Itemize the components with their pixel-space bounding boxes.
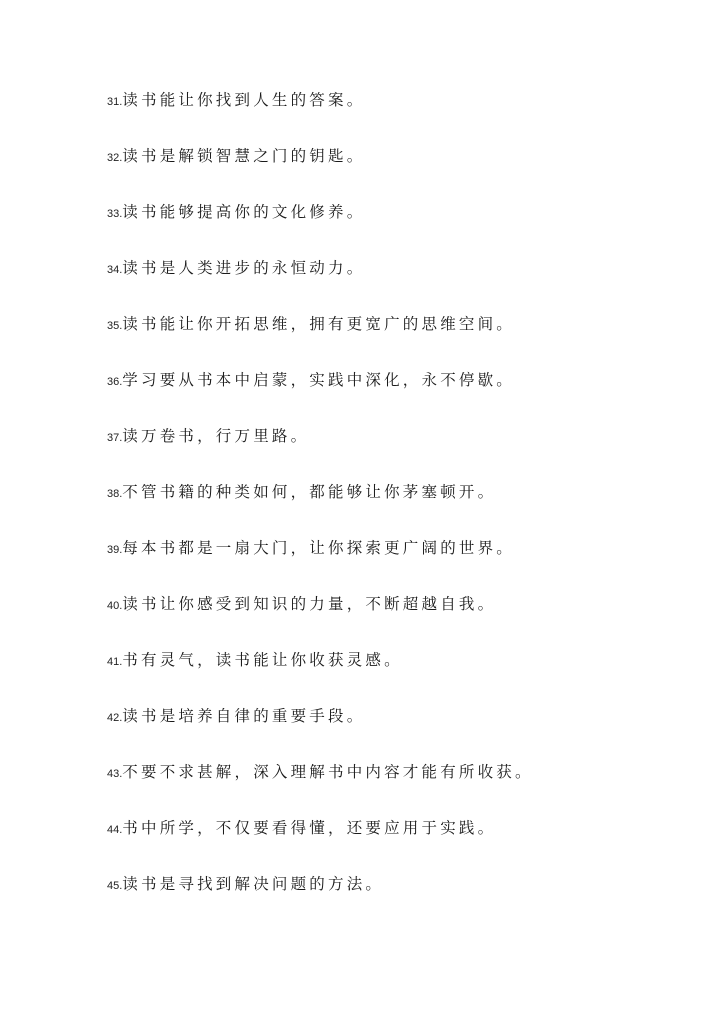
item-text: 读书能让你开拓思维，拥有更宽广的思维空间。 [122,315,515,333]
item-text: 读书能够提高你的文化修养。 [122,203,366,221]
item-text: 读书能让你找到人生的答案。 [122,91,366,109]
item-number: 43. [107,768,123,780]
item-number: 40. [107,600,123,612]
item-number: 45. [107,880,123,892]
item-text: 不管书籍的种类如何，都能够让你茅塞顿开。 [122,483,497,501]
item-number: 44. [107,824,123,836]
item-text: 读万卷书，行万里路。 [122,427,310,445]
item-text: 读书让你感受到知识的力量，不断超越自我。 [122,595,497,613]
item-number: 32. [107,152,123,164]
list-item [107,480,496,506]
list-item [107,872,384,898]
item-text: 读书是人类进步的永恒动力。 [122,259,366,277]
list-item [107,424,309,450]
item-number: 31. [107,96,123,108]
item-number: 41. [107,656,123,668]
item-number: 39. [107,544,123,556]
item-text: 每本书都是一扇大门，让你探索更广阔的世界。 [122,539,515,557]
item-number: 33. [107,208,123,220]
item-number: 34. [107,264,123,276]
item-number: 35. [107,320,123,332]
item-text: 书中所学，不仅要看得懂，还要应用于实践。 [122,819,497,837]
list-item [107,816,496,842]
list-item [107,200,365,226]
list-item [107,536,515,562]
list-item [107,144,365,170]
item-number: 36. [107,376,123,388]
item-text: 书有灵气，读书能让你收获灵感。 [122,651,403,669]
list-item [107,368,515,394]
item-number: 38. [107,488,123,500]
item-number: 37. [107,432,123,444]
list-item [107,592,496,618]
item-text: 读书是寻找到解决问题的方法。 [122,875,385,893]
item-text: 读书是解锁智慧之门的钥匙。 [122,147,366,165]
list-item [107,312,515,338]
item-number: 42. [107,712,123,724]
list-item [107,760,534,786]
item-text: 学习要从书本中启蒙，实践中深化，永不停歇。 [122,371,515,389]
list-item [107,88,365,114]
list-item [107,704,365,730]
list-item [107,256,365,282]
item-text: 读书是培养自律的重要手段。 [122,707,366,725]
list-item [107,648,403,674]
item-text: 不要不求甚解，深入理解书中内容才能有所收获。 [122,763,534,781]
